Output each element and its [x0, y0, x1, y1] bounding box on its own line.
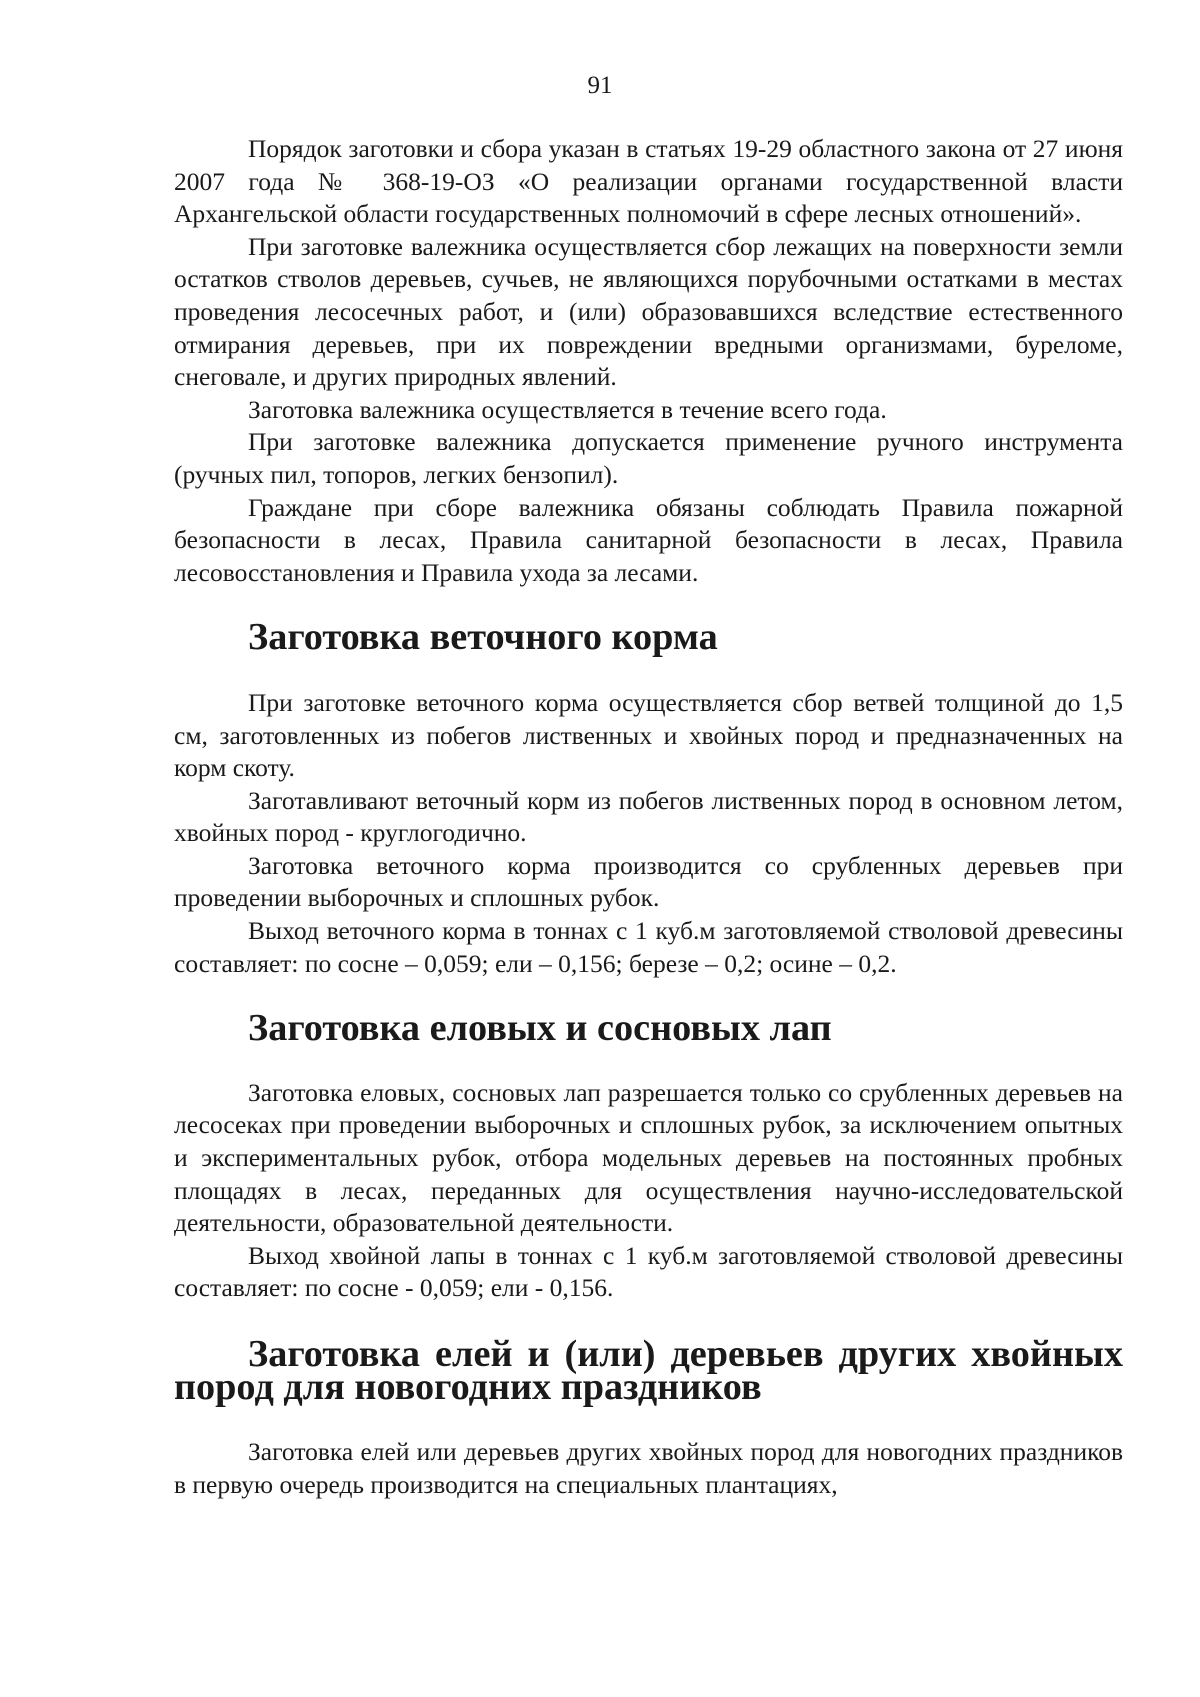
- paragraph: Заготавливают веточный корм из побегов лиственных пород в основном летом, хвойных пород - круглогодично.: [174, 785, 1123, 848]
- section-heading-new-year-trees: Заготовка елей и (или) деревьев других хвойных пород для новогодних праздников: [174, 1333, 1123, 1408]
- paragraph: Заготовка валежника осуществляется в течение всего года.: [248, 394, 887, 424]
- paragraph: Порядок заготовки и сбора указан в статьях 19-29 областного закона от 27 июня 2007 года № 368-19-ОЗ «О реализации органами государственной власти Архангельской области государственных полномочий в сфере лесных отношений».: [174, 134, 1123, 229]
- paragraph: Заготовка елей или деревьев других хвойных пород для новогодних праздников в первую очередь производится на специальных плантациях,: [174, 1437, 1123, 1499]
- paragraph: При заготовке валежника допускается применение ручного инструмента (ручных пил, топоров, легких бензопил).: [174, 427, 1123, 489]
- paragraph: Выход веточного корма в тоннах с 1 куб.м заготовляемой стволовой древесины составляет: по сосне – 0,059; ели – 0,156; березе – 0,2; осине – 0,2.: [174, 916, 1123, 978]
- paragraph: Граждане при сборе валежника обязаны соблюдать Правила пожарной безопасности в лесах, Правила санитарной безопасности в лесах, Правила лесовосстановления и Правила ухода за лесами.: [174, 492, 1123, 587]
- section-heading-branch-feed: Заготовка веточного корма: [248, 616, 718, 659]
- section-heading-fir-pine-branches: Заготовка еловых и сосновых лап: [248, 1007, 832, 1050]
- paragraph: При заготовке валежника осуществляется сбор лежащих на поверхности земли остатков стволов деревьев, сучьев, не являющихся порубочными остатками в местах проведения лесосечных работ, и (или) образовавшихся вследствие естественного отмирания деревьев, при их повреждении вредными организмами, буреломе, снеговале, и других природных явлений.: [174, 231, 1123, 392]
- paragraph: Заготовка веточного корма производится со срубленных деревьев при проведении выборочных и сплошных рубок.: [174, 850, 1123, 913]
- document-body: [174, 133, 1123, 1501]
- paragraph: Заготовка еловых, сосновых лап разрешается только со срубленных деревьев на лесосеках при проведении выборочных и сплошных рубок, за исключением опытных и экспериментальных рубок, отбора модельных деревьев на постоянных пробных площадях в лесах, переданных для осуществления научно-исследовательской деятельности, образовательной деятельности.: [174, 1077, 1123, 1238]
- paragraph: При заготовке веточного корма осуществляется сбор ветвей толщиной до 1,5 см, заготовленных из побегов лиственных и хвойных пород и предназначенных на корм скоту.: [174, 687, 1123, 783]
- paragraph: Выход хвойной лапы в тоннах с 1 куб.м заготовляемой стволовой древесины составляет: по сосне - 0,059; ели - 0,156.: [174, 1240, 1123, 1303]
- page-number: 91: [587, 72, 613, 99]
